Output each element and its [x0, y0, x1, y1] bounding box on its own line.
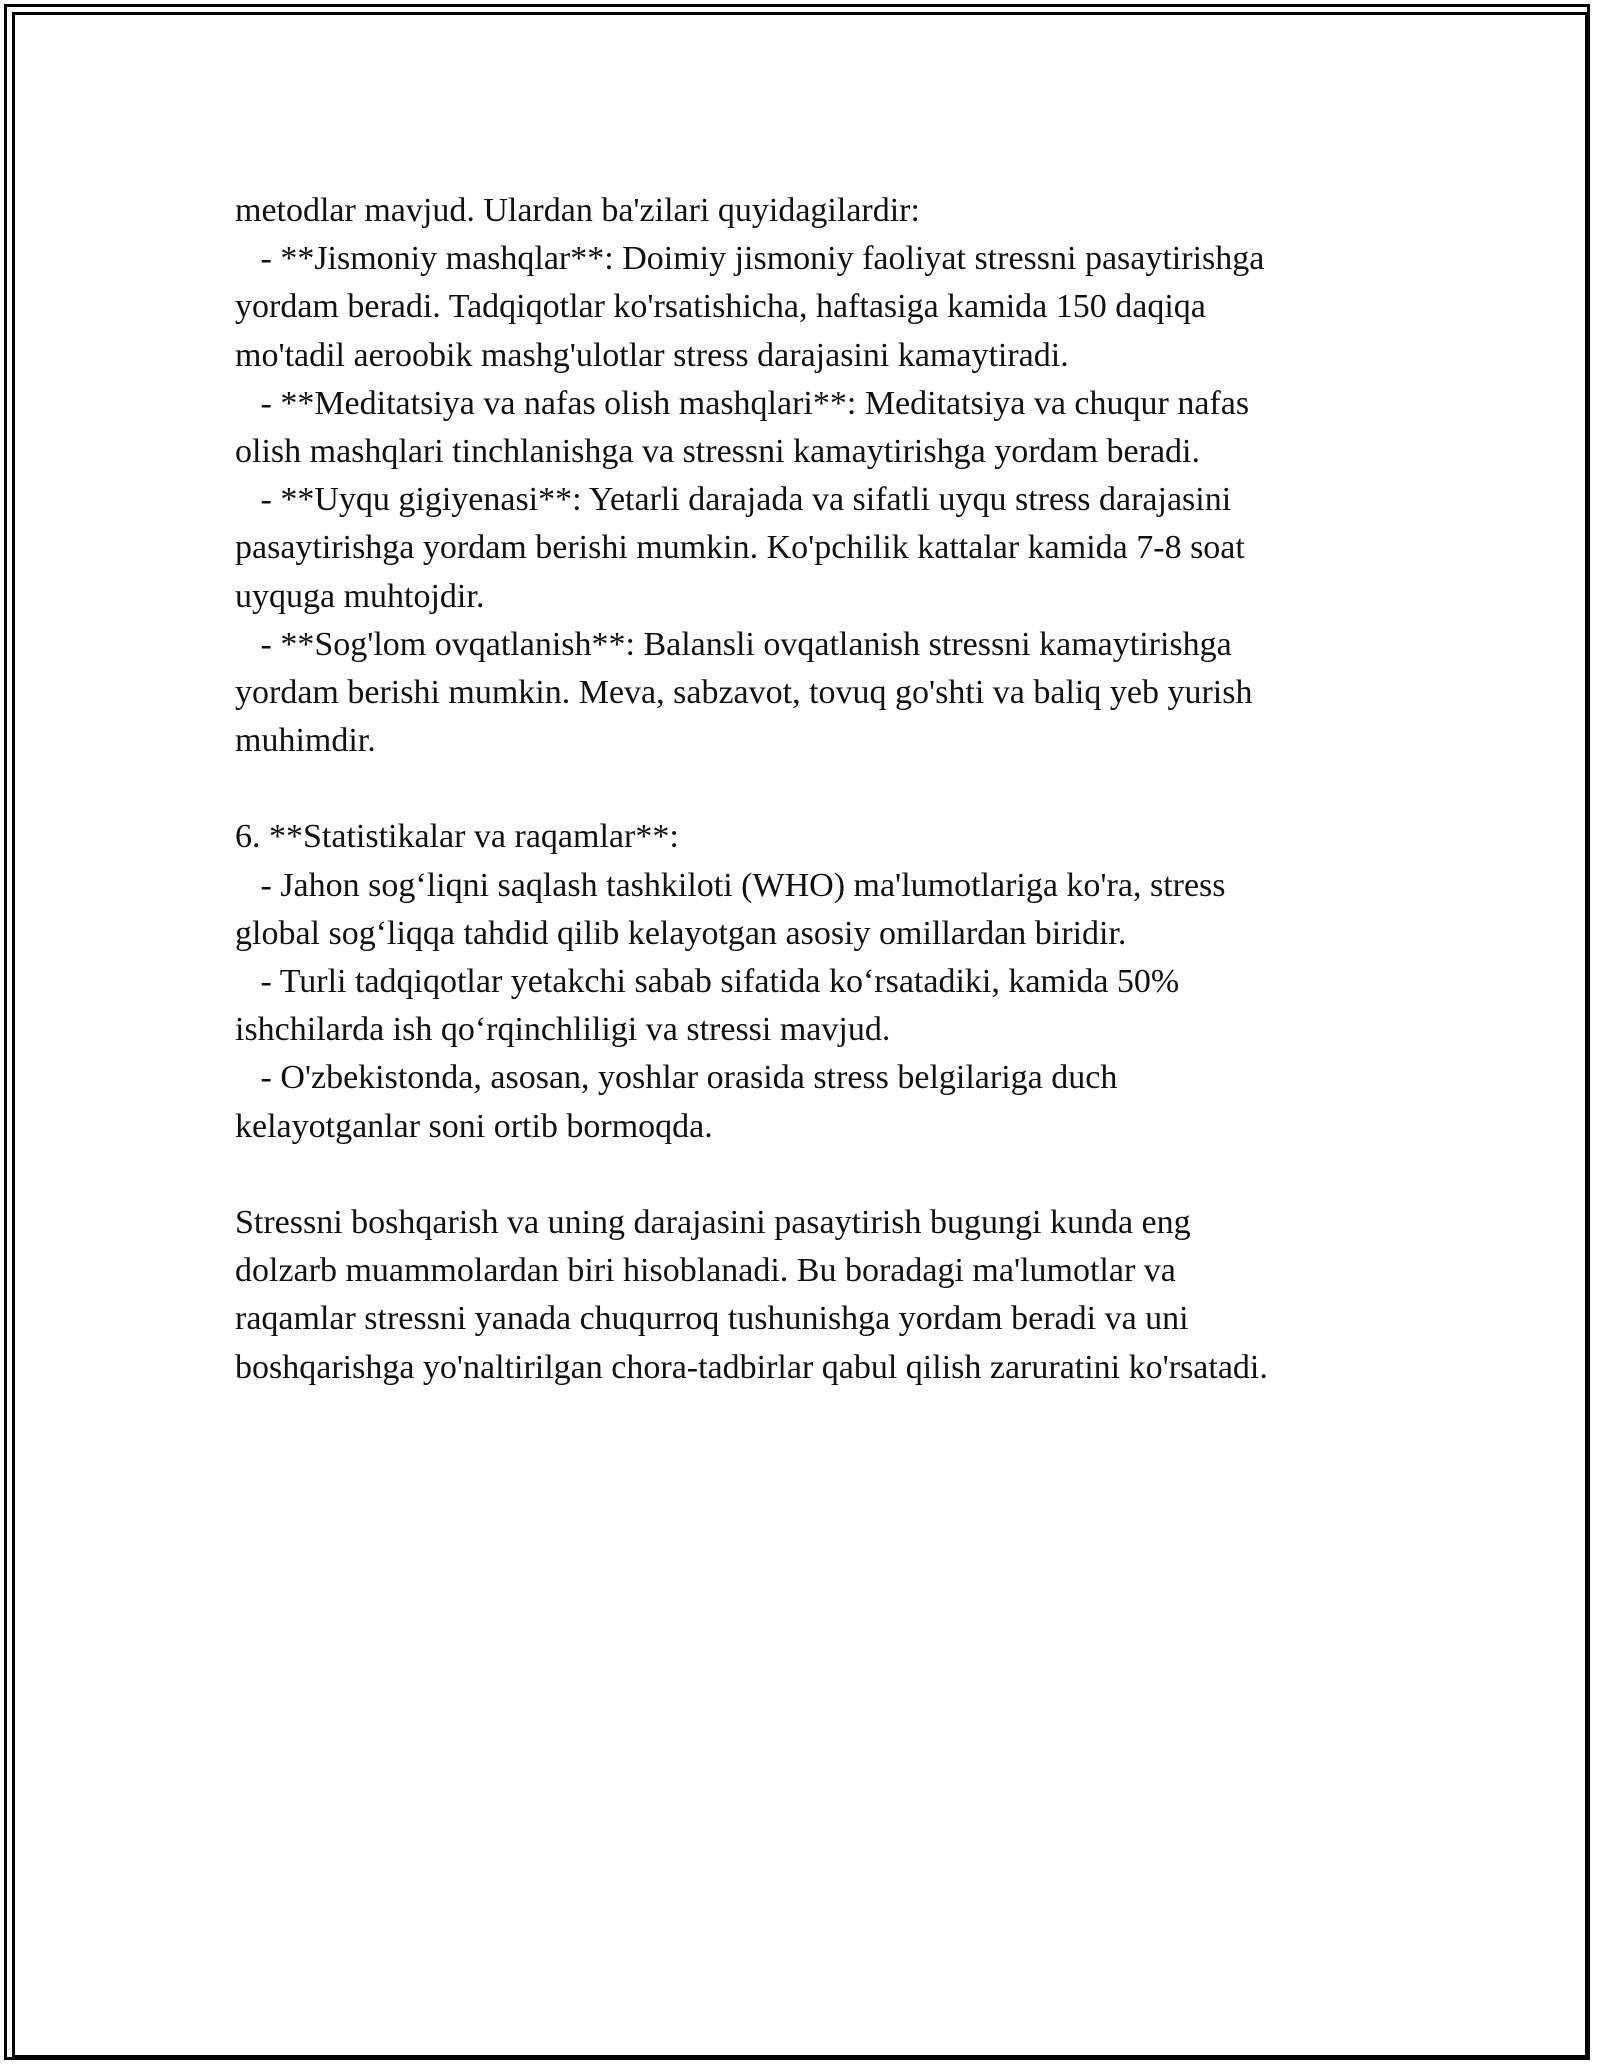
text-line: - O'zbekistonda, asosan, yoshlar orasida stress belgilariga duch — [235, 1059, 1118, 1097]
document-body — [235, 187, 1365, 1392]
text-line: - **Jismoniy mashqlar**: Doimiy jismoniy faoliyat stressni pasaytirishga — [235, 240, 1265, 278]
section-heading: 6. **Statistikalar va raqamlar**: — [235, 818, 679, 856]
text-line: - **Meditatsiya va nafas olish mashqlari**: Meditatsiya va chuqur nafas — [235, 384, 1250, 422]
text-line: uyquga muhtojdir. — [235, 577, 485, 615]
stress-methods-section — [235, 187, 1365, 765]
text-line: yordam beradi. Tadqiqotlar ko'rsatishicha, haftasiga kamida 150 daqiqa — [235, 288, 1206, 326]
text-line: kelayotganlar soni ortib bormoqda. — [235, 1107, 713, 1145]
text-line: olish mashqlari tinchlanishga va stressni kamaytirishga yordam beradi. — [235, 432, 1200, 470]
paragraph-gap — [235, 765, 1365, 813]
paragraph-gap — [235, 1151, 1365, 1199]
text-line: mo'tadil aeroobik mashg'ulotlar stress darajasini kamaytiradi. — [235, 336, 1069, 374]
conclusion-paragraph — [235, 1199, 1365, 1392]
text-line: ishchilarda ish qo‘rqinchliligi va stressi mavjud. — [235, 1011, 891, 1049]
text-line: metodlar mavjud. Ulardan ba'zilari quyidagilardir: — [235, 192, 920, 229]
text-line: muhimdir. — [235, 722, 376, 760]
text-line: global sog‘liqqa tahdid qilib kelayotgan asosiy omillardan biridir. — [235, 914, 1127, 952]
text-line: dolzarb muammolardan biri hisoblanadi. Bu boradagi ma'lumotlar va — [235, 1252, 1176, 1290]
text-line: yordam berishi mumkin. Meva, sabzavot, tovuq go'shti va baliq yeb yurish — [235, 673, 1253, 711]
text-line: boshqarishga yo'naltirilgan chora-tadbirlar qabul qilish zaruratini ko'rsatadi. — [235, 1348, 1268, 1386]
statistics-section — [235, 813, 1365, 1150]
text-line: raqamlar stressni yanada chuqurroq tushunishga yordam beradi va uni — [235, 1300, 1189, 1338]
text-line: - **Uyqu gigiyenasi**: Yetarli darajada va sifatli uyqu stress darajasini — [235, 481, 1232, 519]
text-line: pasaytirishga yordam berishi mumkin. Ko'pchilik kattalar kamida 7-8 soat — [235, 529, 1245, 567]
text-line: - Jahon sog‘liqni saqlash tashkiloti (WHO) ma'lumotlariga ko'ra, stress — [235, 866, 1226, 904]
text-line: Stressni boshqarish va uning darajasini pasaytirish bugungi kunda eng — [235, 1203, 1191, 1241]
text-line: - Turli tadqiqotlar yetakchi sabab sifatida ko‘rsatadiki, kamida 50% — [235, 963, 1180, 1000]
text-line: - **Sog'lom ovqatlanish**: Balansli ovqatlanish stressni kamaytirishga — [235, 625, 1232, 663]
